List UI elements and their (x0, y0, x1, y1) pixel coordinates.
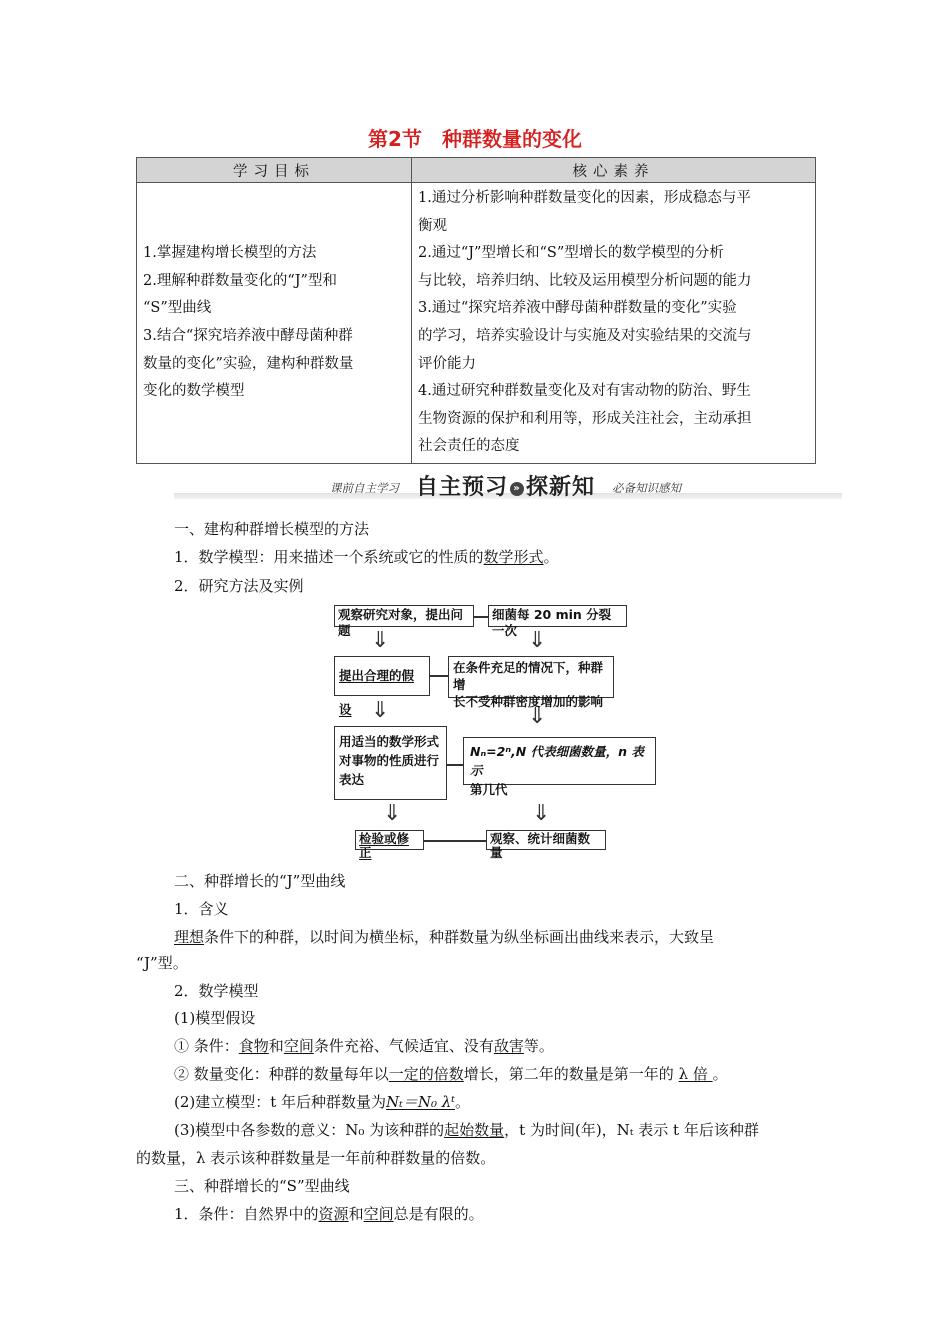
literacy-line: 评价能力 (418, 355, 476, 372)
parameter-meaning-cont: 的数量，λ 表示该种群数量是一年前种群数量的倍数。 (136, 1149, 496, 1167)
literacy-line: 生物资源的保护和利用等，形成关注社会，主动承担 (418, 410, 752, 427)
flow-connector (474, 616, 488, 618)
flow-box-assumption: 在条件充足的情况下，种群增 长不受种群密度增加的影响 (448, 656, 614, 698)
arrow-down-icon: ⇓ (383, 801, 402, 826)
condition-2: ② 数量变化：种群的数量每年以一定的倍数增长，第二年的数量是第一年的 λ 倍 。 (174, 1065, 728, 1083)
underlined-answer: 理想 (174, 928, 205, 946)
literacy-line: 社会责任的态度 (418, 438, 520, 455)
literacy-line: 的学习，培养实验设计与实施及对实验结果的交流与 (418, 327, 752, 344)
goal-line: 变化的数学模型 (143, 383, 245, 400)
goal-line: “S”型曲线 (143, 300, 212, 317)
parameter-meaning: (3)模型中各参数的意义：N₀ 为该种群的起始数量，t 为时间(年)，Nₜ 表示 t 年后该种群 (174, 1121, 759, 1139)
literacy-line: 4.通过研究种群数量变化及对有害动物的防治、野生 (418, 383, 751, 400)
banner-right-label: 必备知识感知 (612, 481, 681, 495)
flow-box-bacteria-split: 细菌每 20 min 分裂一次 (488, 605, 627, 627)
banner-title-b: 探新知 (526, 475, 596, 500)
arrow-down-icon: ⇓ (371, 698, 390, 723)
flow-box-verify: 检验或修正 (355, 830, 424, 850)
section3-heading: 三、种群增长的“S”型曲线 (174, 1177, 350, 1195)
arrow-down-icon: ⇓ (528, 704, 547, 729)
header-learning-goals: 学习目标 (137, 158, 412, 183)
section2-definition-cont: “J”型。 (136, 954, 188, 972)
goal-line: 1.掌握建构增长模型的方法 (143, 245, 317, 262)
section2-assumption: (1)模型假设 (174, 1009, 256, 1027)
flow-connector (424, 840, 486, 842)
literacy-line: 1.通过分析影响种群数量变化的因素，形成稳态与平 (418, 190, 751, 206)
section2-sub2: 2．数学模型 (174, 982, 259, 1000)
flow-connector (430, 675, 448, 677)
literacy-line: 与比较，培养归纳、比较及运用模型分析问题的能力 (418, 272, 752, 289)
header-core-literacy: 核心素养 (412, 158, 816, 183)
chevron-right-icon: » (510, 482, 524, 496)
section3-condition: 1．条件：自然界中的资源和空间总是有限的。 (174, 1205, 484, 1223)
flow-box-observe: 观察研究对象，提出问题 (334, 605, 474, 627)
section2-sub1: 1．含义 (174, 900, 229, 918)
banner-title-a: 自主预习 (416, 475, 509, 500)
goals-cell (137, 183, 412, 464)
literacy-line: 3.通过“探究培养液中酵母菌种群数量的变化”实验 (418, 300, 737, 317)
section2-heading: 二、种群增长的“J”型曲线 (174, 872, 346, 890)
goal-line: 3.结合“探究培养液中酵母菌种群 (143, 327, 353, 344)
flow-box-count: 观察、统计细菌数量 (486, 830, 606, 850)
banner-title (416, 470, 595, 501)
literacy-line: 衡观 (418, 217, 447, 234)
literacy-cell (412, 183, 816, 464)
underlined-answer: 数学形式 (483, 548, 544, 566)
banner-left-label: 课前自主学习 (330, 481, 399, 495)
flow-box-formula: Nₙ=2ⁿ,N 代表细菌数量，n 表示 第几代 (463, 737, 656, 785)
literacy-line: 2.通过“J”型增长和“S”型增长的数学模型的分析 (418, 245, 724, 262)
arrow-down-icon: ⇓ (532, 801, 551, 826)
section1-item1: 1．数学模型：用来描述一个系统或它的性质的数学形式。 (174, 548, 559, 566)
flow-box-hypothesis: 提出合理的假设 (334, 656, 430, 696)
model-formula: (2)建立模型：t 年后种群数量为Nₜ＝N₀ λᵗ。 (174, 1093, 470, 1111)
page-title: 第2节 种群数量的变化 (368, 127, 582, 151)
arrow-down-icon: ⇓ (371, 628, 390, 653)
objectives-table (136, 157, 816, 464)
section2-definition: 理想条件下的种群，以时间为横坐标，种群数量为纵坐标画出曲线来表示，大致呈 (174, 928, 715, 946)
arrow-down-icon: ⇓ (528, 628, 547, 653)
goal-line: 2.理解种群数量变化的“J”型和 (143, 272, 337, 289)
section-banner (174, 471, 842, 501)
section1-heading: 一、建构种群增长模型的方法 (174, 520, 370, 538)
flow-connector (447, 764, 463, 766)
condition-1: ① 条件：食物和空间条件充裕、气候适宜、没有敌害等。 (174, 1037, 554, 1055)
section1-item2: 2．研究方法及实例 (174, 577, 304, 595)
flow-box-math-form: 用适当的数学形式 对事物的性质进行 表达 (334, 726, 447, 800)
goal-line: 数量的变化”实验，建构种群数量 (143, 355, 354, 372)
